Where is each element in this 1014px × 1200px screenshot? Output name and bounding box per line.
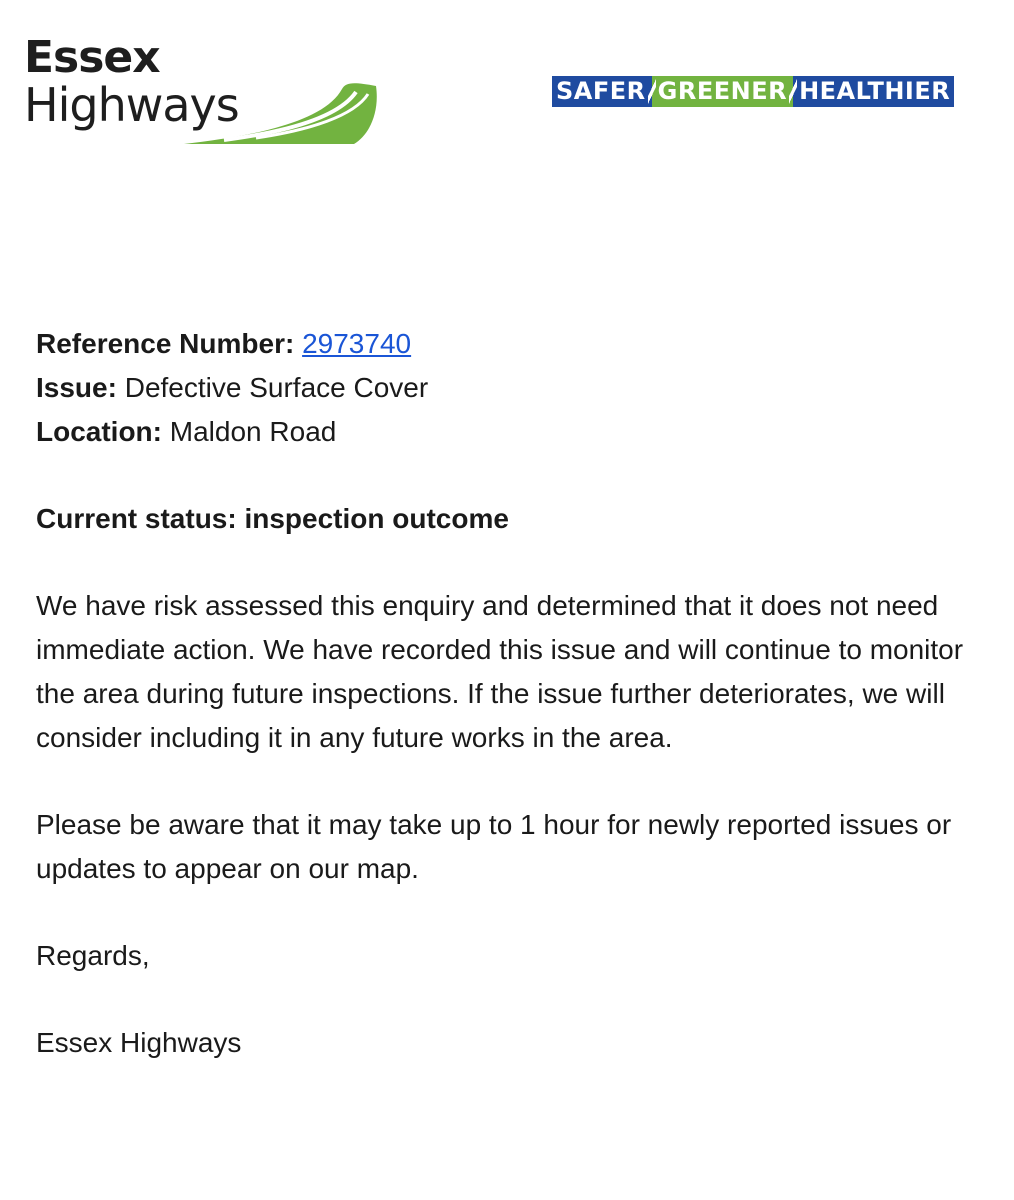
slogan-healthier: HEALTHIER — [793, 76, 954, 107]
reference-label: Reference Number: — [36, 328, 295, 359]
location-row — [36, 410, 986, 454]
slogan-safer: SAFER — [552, 76, 652, 107]
slogan-banner — [552, 76, 954, 107]
reference-number-link[interactable]: 2973740 — [302, 328, 412, 359]
location-value: Maldon Road — [169, 416, 337, 447]
message-paragraph-1: We have risk assessed this enquiry and determined that it does not need immediate action. We have recorded this issue and will continue to monitor the area during future inspections. If the issue further deteriorates, we will consider including it in any future works in the area. — [36, 590, 964, 753]
issue-value: Defective Surface Cover — [124, 372, 429, 403]
reference-row — [36, 322, 986, 366]
issue-row — [36, 366, 986, 410]
email-header — [0, 0, 1014, 160]
message-paragraph-2: Please be aware that it may take up to 1 hour for newly reported issues or updates to appear on our map. — [36, 809, 952, 884]
slogan-divider — [789, 76, 797, 107]
logo-text-essex: Essex — [24, 32, 160, 83]
logo-text-highways: Highways — [24, 78, 239, 132]
issue-label: Issue: — [36, 372, 117, 403]
essex-highways-logo — [24, 34, 384, 149]
email-body — [36, 322, 986, 1065]
signature-text: Essex Highways — [36, 1027, 242, 1058]
location-label: Location: — [36, 416, 162, 447]
slogan-greener: GREENER — [652, 76, 793, 107]
current-status-heading: Current status: inspection outcome — [36, 503, 509, 534]
closing-text: Regards, — [36, 940, 150, 971]
slogan-divider — [648, 76, 656, 107]
